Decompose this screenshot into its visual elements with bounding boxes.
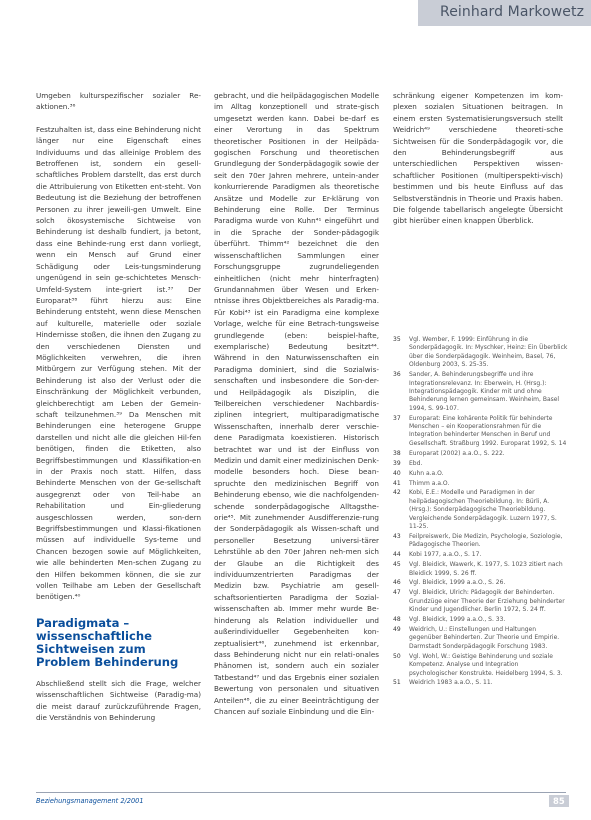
- footer-journal: Beziehungsmanagement 2/2001: [36, 797, 144, 805]
- footnote-number: 49: [393, 626, 401, 633]
- footnote-number: 45: [393, 561, 401, 569]
- footnote-text: Kobi, E.E.: Modelle und Paradigmen in der heilpädagogischen Theoriebildung. In: Bürli, A. (Hrsg.): Sonderpädagogische Theoriebildung. Vergleichende Sonderpädagogik. Luzern 1977, S. 11-25.: [409, 489, 557, 531]
- footnote: [393, 480, 568, 488]
- footnote-text: Weidrich 1983 a.a.O., S. 11.: [409, 679, 493, 687]
- footnote: [393, 336, 568, 370]
- section-heading: Paradigmata – wissenschaftliche Sichtweisen zum Problem Behinderung: [36, 615, 179, 669]
- footnote-text: Europarat: Eine kohärente Politik für behinderte Menschen – ein Kooperationsrahmen für die Integration behinderter Menschen in Beruf und Gesellschaft. Straßburg 1992. Europarat 1992, S. 14: [409, 414, 567, 447]
- footnote-text: Weidrich, U.: Einstellungen und Haltungen gegenüber Behinderten. Zur Theorie und Empirie. Darmstadt Sonderpädagogik Forschung 1983.: [409, 626, 560, 650]
- footnote-number: 46: [393, 579, 401, 587]
- text-column-3: [393, 90, 563, 238]
- text-column-2: [214, 90, 379, 728]
- footnote-text: Vgl. Wember, F. 1999: Einführung in die Sonderpädagogik. In: Myschker, Heinz: Ein Überblick über die Sonderpädagogik. Weinheim, Basel, 76, Oldenburg 2003, S. 25-35.: [409, 336, 568, 369]
- paragraph: gebracht, und die heilpädagogischen Modelle im Alltag konzeptionell und strate-gisch umgesetzt werden kann. Dabei be-darf es einer Verortung in das Spektrum theoretischer Positionen in der Heilpäda-gogischen Forschung und theoretischen Grundlegung der Sonderpädagogik sowie der seit den 70er Jahren mehrere, untein-ander konkurrierende Paradigmen als theoretische Ansätze und Modelle zur Er-klärung von Behinderung eine Rolle. Der Terminus Paradigma wurde von Kuhn⁴¹ eingeführt und in die Sprache der Sonder-pädagogik überführt. Thimm⁴² bezeichnet die den wissenschaftlichen Sammlungen einer Forschungsgruppe zugrundeliegenden einheitlichen (nicht mehr hinterfragten) Grundannahmen über Wesen und Erken-ntnisse ihres Objektbereiches als Paradig-ma. Für Kobi⁴³ ist ein Paradigma eine komplexe Vorlage, welche für eine Betrach-tungsweise grundlegende (eben: beispiel-hafte, exemplarische) Bedeutung besitzt⁴⁴. Während in den Naturwissenschaften ein Paradigma dominiert, sind die Sozialwis-senschaften und insbesondere die Son-der- und Heilpädagogik als Disziplin, die Teilbereichen verschiedener Nachbardis-ziplinen integriert, multiparadigmatische Wissenschaften, innerhalb derer verschie-dene Paradigmata koexistieren. Historisch betrachtet war und ist der Einfluss von Medizin und damit einer medizinischen Denk-modelle besonders hoch. Diese bean-spruchte den medizinischen Begriff von Behinderung ebenso, wie die nachfolgenden-schende sonderpädagogische Alltagsthe-orie⁴⁵. Mit zunehmender Ausdifferenzie-rung der Sonderpädagogik als Wissen-schaft und personeller Besetzung universi-tärer Lehrstühle ab den 70er Jahren neh-men sich der Glaube an die Richtigkeit des individuumzentrierten Paradigmas der Medizin bzw. Psychiatrie am gesell-schaftsorientierten Paradigma der Sozial-wissenschaften ab. Immer mehr wurde Be-hinderung als Relation individueller und außerindividueller Gegebenheiten kon-zeptualisiert⁴⁶, zunehmend ist erkennbar, dass Behinderung nicht nur ein relati-onales Phänomen ist, sondern auch ein sozialer Tatbestand⁴⁷ und das Ergebnis einer sozialen Bewertung von personalen und situativen Anteilen⁴⁸, die zu einer Beeinträchtigung der Chancen auf soziale Einbindung und die Ein-: [214, 91, 379, 716]
- header-author: Reinhard Markowetz: [440, 4, 585, 20]
- page-number: 85: [549, 795, 569, 807]
- footnote: [393, 561, 568, 578]
- footnote-number: 44: [393, 551, 401, 559]
- footnote: [393, 589, 568, 614]
- footnote-number: 37: [393, 414, 401, 422]
- footnote-number: 39: [393, 459, 401, 467]
- paragraph: Abschließend stellt sich die Frage, welcher wissenschaftlichen Sichtweise (Paradig-ma) die meist darauf zurückzuführende Fragen, die Verständnis von Behinderung: [36, 678, 201, 723]
- footer-divider: [36, 792, 566, 793]
- footnote: [393, 653, 568, 678]
- footnote-number: 38: [393, 449, 401, 457]
- paragraph: Festzuhalten ist, dass eine Behinderung nicht länger nur eine Eigenschaft eines Individuums und das alleinige Problem des Betroffenen ist, sondern ein gesell-schaftliches Problem darstellt, das erst durch die Attribuierung von Etiketten ent-steht. Von Bedeutung ist die Beziehung der betroffenen Personen zu ihrer jeweili-gen Umwelt. Eine solch ökosystemische Sichtweise von Behinderung ist deshalb fundiert, ja betont, dass eine Behinde-rung erst dann vorliegt, wenn ein Mensch auf Grund einer Schädigung oder Leis-tungsminderung ungenügend in sein ge-schichtetes Mensch-Umfeld-System inte-griert ist.³⁷ Der Europarat³⁸ führt hierzu aus: Eine Behinderung entsteht, wenn diese Menschen auf kulturelle, materielle oder soziale Hindernisse stoßen, die ihnen den Zugang zu den verschiedenen Diensten und Möglichkeiten verwehren, die ihren Mitbürgern zur Verfügung stehen. Mit der Behinderung ist also der Verlust oder die Einschränkung der Möglichkeit verbunden, gleichberechtigt am Leben der Gemein-schaft teilzunehmen.³⁹ Da Menschen mit Behinderungen eine heterogene Gruppe darstellen und nicht alle die gleichen Hil-fen benötigen, finden die Etiketten, also Begriffsbestimmungen und Klassifikation-en in der Praxis noch statt. Hilfen, dass Behinderte Menschen von der Ge-sellschaft ausgegrenzt oder von Teil-habe an Rehabilitation und Ein-gliederung ausgeschlossen werden, son-dern Begriffsbestimmungen und Klassi-fikationen müssen auf individuelle Sys-teme und Chancen bezogen sowie auf Möglichkeiten, wie alle behinderten Men-schen Zugang zu den Hilfen bekommen können, die sie zur vollen Teilhabe am Leben der Gesellschaft benötigen.⁴⁰: [36, 124, 201, 602]
- footnote-text: Vgl. Bleidick, Wawerk, K. 1977, S. 1023 zitiert nach Bleidick 1999, S. 26 ff.: [409, 561, 563, 577]
- footnote-number: 35: [393, 336, 401, 343]
- footnote-text: Sander, A. Behinderungsbegriffe und ihre Integrationsrelevanz. In: Eberwein, H. (Hrsg.): Integrationspädagogik. Kinder mit und ohne Behinderung lernen gemeinsam. Weinheim, Basel 1994, S. 99-107.: [409, 371, 560, 412]
- footnote-number: 41: [393, 479, 401, 487]
- footnote-text: Vgl. Bleidick, Ulrich: Pädagogik der Behinderten. Grundzüge einer Theorie der Erziehung behinderter Kinder und Jugendlicher. Berlin 1972, S. 24 ff.: [409, 589, 565, 614]
- footnote-number: 48: [393, 616, 401, 624]
- footnote: [393, 679, 568, 687]
- footnote-text: Kobi 1977, a.a.O., S. 17.: [409, 551, 482, 559]
- page-header: [0, 0, 591, 26]
- footnote: [393, 616, 568, 624]
- footnote: [393, 371, 568, 413]
- footnote-text: Thimm a.a.O.: [409, 479, 450, 487]
- footnote-text: Kuhn a.a.O.: [409, 469, 444, 477]
- footnote-number: 42: [393, 489, 401, 497]
- paragraph: Umgeben kulturspezifischer sozialer Re-aktionen.³⁶: [36, 91, 201, 112]
- footnote: [393, 415, 568, 449]
- footnote-number: 47: [393, 589, 401, 597]
- footnote: [393, 489, 568, 531]
- footnote: [393, 470, 568, 478]
- footnote: [393, 551, 568, 559]
- footnote: [393, 450, 568, 458]
- footnotes: [393, 336, 568, 689]
- footnote-text: Feilpreiswerk, Die Medizin, Psychologie, Soziologie, Pädagogische Theorien.: [409, 532, 563, 549]
- footnote-number: 50: [393, 652, 401, 660]
- footnote: [393, 626, 568, 651]
- footnote-text: Vgl. Bleidick, 1999 a.a.O., S. 26.: [409, 579, 506, 587]
- footnote: [393, 579, 568, 587]
- footnote-number: 36: [393, 371, 401, 379]
- footnote-number: 40: [393, 469, 401, 477]
- footnote-text: Vgl. Wohl, W.: Geistige Behinderung und soziale Kompetenz. Analyse und Integration psychologischer Konstrukte. Heidelberg 1994, S. 3.: [409, 652, 563, 677]
- paragraph: schränkung eigener Kompetenzen im kom-plexen sozialen Situationen beitragen. In einem ersten Systematisierungsversuch stellt Weidrich⁴⁹ verschiedene theoreti-sche Sichtweisen für die Sonderpädagogik vor, die den Behinderungsbegriff aus unterschiedlichen Perspektiven wissen-schaftlicher Positionen (multiperspekti-visch) bestimmen und bis heute Einfluss auf das Selbstverständnis in Theorie und Praxis haben. Die folgende tabellarisch angelegte Übersicht gibt hierüber einen knappen Überblick.: [393, 91, 563, 226]
- footnote-number: 51: [393, 679, 401, 687]
- footnote-number: 43: [393, 532, 401, 540]
- footnote: [393, 533, 568, 550]
- footnote-text: Europarat (2002) a.a.O., S. 222.: [409, 449, 505, 457]
- footnote-text: Ebd.: [409, 459, 423, 467]
- footnote-text: Vgl. Bleidick, 1999 a.a.O., S. 33.: [409, 616, 506, 624]
- footnote: [393, 460, 568, 468]
- text-column-1: [36, 90, 201, 735]
